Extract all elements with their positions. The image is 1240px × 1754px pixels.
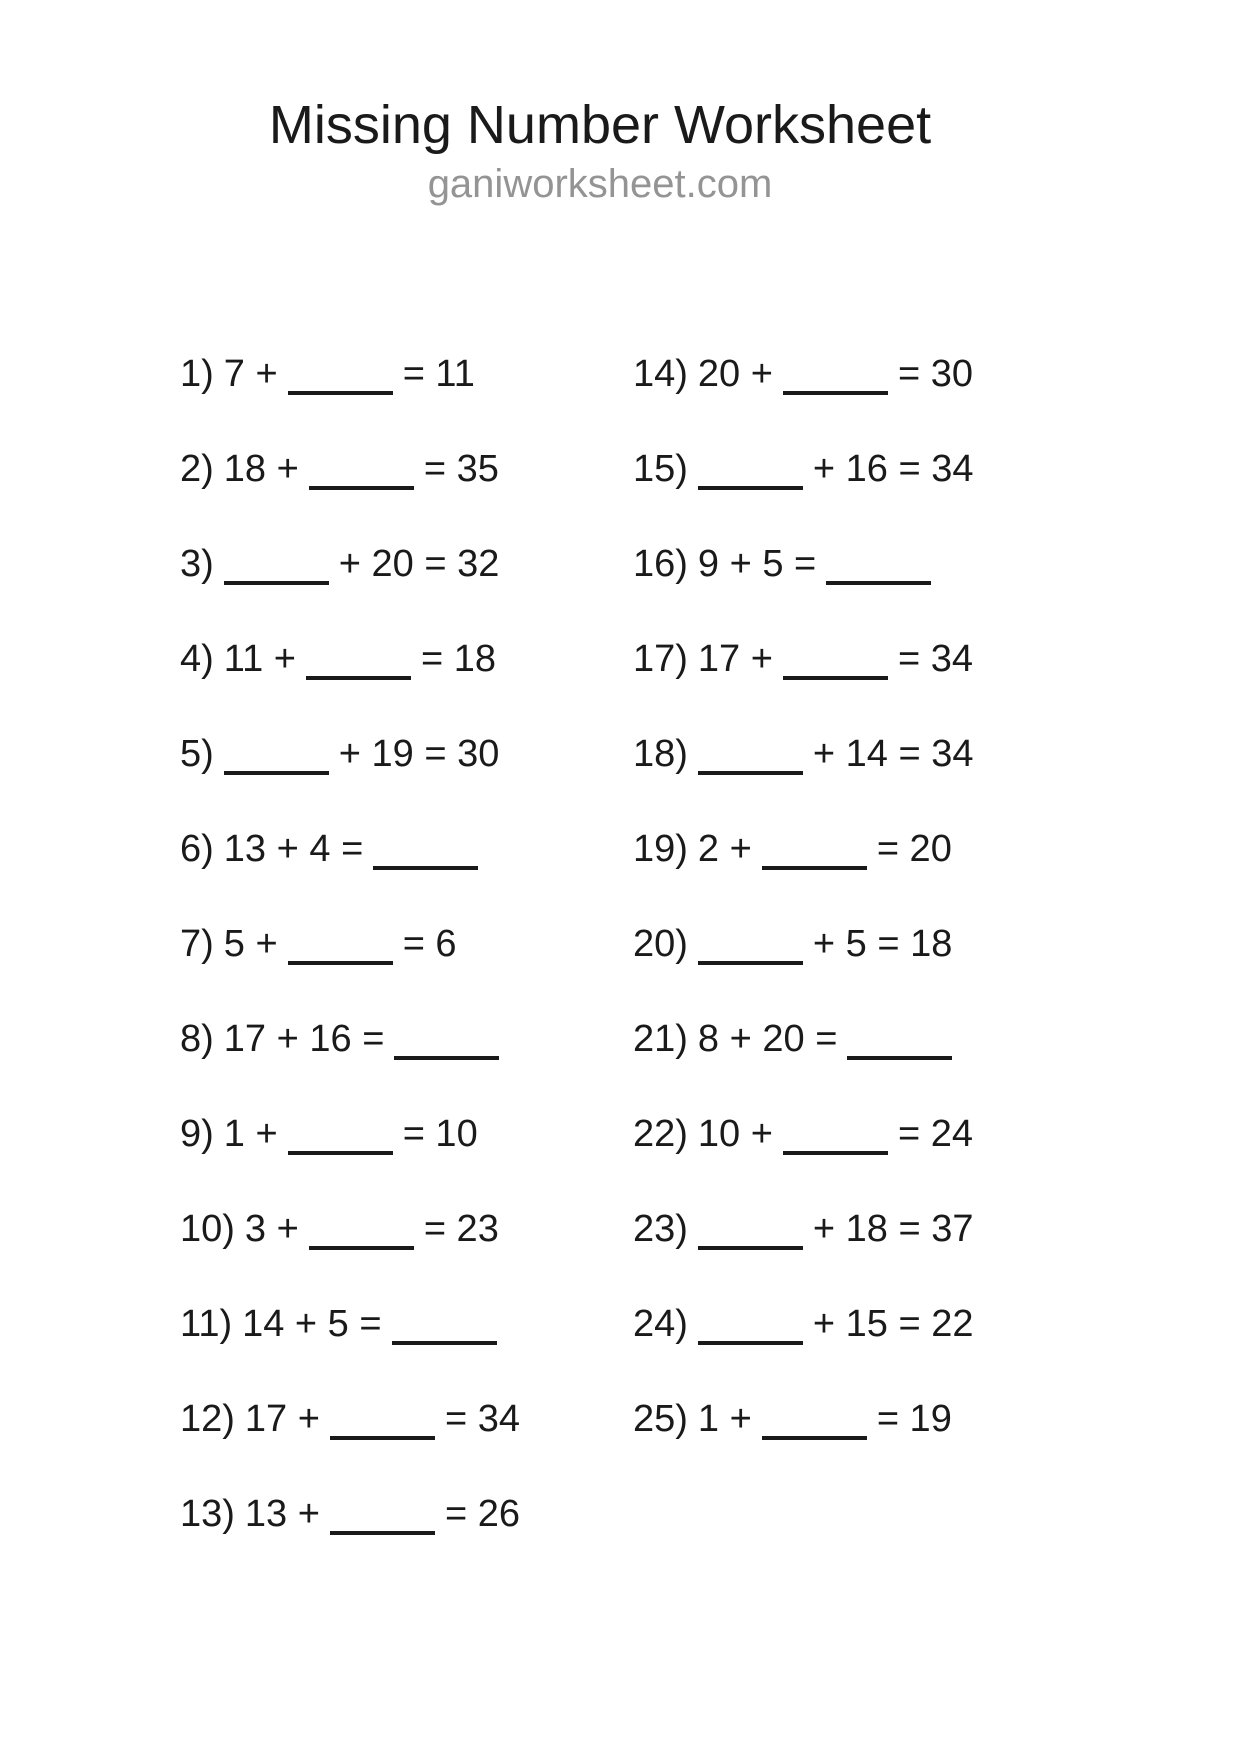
problem-number: 4) (180, 638, 214, 680)
problem-text-after: = 6 (402, 923, 457, 965)
problem-row (180, 1182, 633, 1277)
answer-blank (392, 1341, 497, 1345)
problem-number: 21) (633, 1018, 688, 1060)
problem-number: 9) (180, 1113, 214, 1155)
problem-row (633, 327, 1240, 422)
problem-text-after: + 20 = 32 (338, 543, 500, 585)
problem-row (180, 422, 633, 517)
problem-number: 1) (180, 353, 214, 395)
problem-text-before: 2 + (697, 828, 752, 870)
problem-text-before: 8 + 20 = (697, 1018, 838, 1060)
answer-blank (826, 581, 931, 585)
problem-text-after: + 18 = 37 (812, 1208, 974, 1250)
problem-row (180, 517, 633, 612)
problem-text-after: = 19 (876, 1398, 952, 1440)
answer-blank (288, 1151, 393, 1155)
problem-number: 22) (633, 1113, 688, 1155)
problem-number: 16) (633, 543, 688, 585)
problem-row (633, 1087, 1240, 1182)
problem-text-after: = 34 (897, 638, 973, 680)
answer-blank (224, 771, 329, 775)
answer-blank (309, 1246, 414, 1250)
answer-blank (309, 486, 414, 490)
problem-text-after: = 10 (402, 1113, 478, 1155)
problem-text-after: = 35 (423, 448, 499, 490)
answer-blank (698, 1246, 803, 1250)
problem-number: 5) (180, 733, 214, 775)
problem-text-after: = 11 (402, 353, 475, 395)
problem-number: 25) (633, 1398, 688, 1440)
problem-row (633, 802, 1240, 897)
problem-row (633, 897, 1240, 992)
problem-number: 18) (633, 733, 688, 775)
problem-text-after: = 20 (876, 828, 952, 870)
problem-number: 24) (633, 1303, 688, 1345)
problem-number: 14) (633, 353, 688, 395)
problem-number: 15) (633, 448, 688, 490)
answer-blank (783, 1151, 888, 1155)
answer-blank (288, 391, 393, 395)
page-title: Missing Number Worksheet (268, 95, 932, 155)
problem-row (180, 1467, 633, 1562)
problem-text-before: 17 + 16 = (223, 1018, 385, 1060)
problem-row (633, 1372, 1240, 1467)
problem-text-after: = 26 (444, 1493, 520, 1535)
answer-blank (783, 676, 888, 680)
problem-row (633, 1182, 1240, 1277)
problem-text-before: 20 + (697, 353, 773, 395)
problem-number: 6) (180, 828, 214, 870)
problem-row (633, 992, 1240, 1087)
problem-row (633, 707, 1240, 802)
problem-number: 10) (180, 1208, 235, 1250)
problem-text-before: 3 + (244, 1208, 299, 1250)
answer-blank (224, 581, 329, 585)
problem-text-before: 18 + (223, 448, 299, 490)
answer-blank (394, 1056, 499, 1060)
problem-row (633, 422, 1240, 517)
answer-blank (330, 1531, 435, 1535)
problem-text-before: 17 + (697, 638, 773, 680)
answer-blank (698, 486, 803, 490)
problem-number: 7) (180, 923, 214, 965)
worksheet-header (0, 90, 1240, 208)
problem-text-before: 1 + (223, 1113, 278, 1155)
problem-text-after: = 34 (444, 1398, 520, 1440)
problem-text-after: = 18 (421, 638, 497, 680)
problem-number: 8) (180, 1018, 214, 1060)
problem-row (180, 1277, 633, 1372)
problem-text-before: 13 + 4 = (223, 828, 364, 870)
problem-text-before: 5 + (223, 923, 278, 965)
problem-number: 3) (180, 543, 214, 585)
answer-blank (762, 866, 867, 870)
problem-number: 20) (633, 923, 688, 965)
problem-text-before: 13 + (244, 1493, 320, 1535)
answer-blank (783, 391, 888, 395)
problem-row (180, 897, 633, 992)
problem-row (180, 707, 633, 802)
problems-column-left (180, 327, 633, 1562)
problem-text-after: = 30 (897, 353, 973, 395)
problem-text-after: + 5 = 18 (812, 923, 953, 965)
problems-area (0, 327, 1240, 1562)
problem-number: 13) (180, 1493, 235, 1535)
answer-blank (306, 676, 411, 680)
answer-blank (698, 961, 803, 965)
problem-text-after: = 24 (897, 1113, 973, 1155)
problem-row (180, 1087, 633, 1182)
problem-number: 19) (633, 828, 688, 870)
problem-text-after: + 19 = 30 (338, 733, 500, 775)
answer-blank (330, 1436, 435, 1440)
problem-text-before: 14 + 5 = (242, 1303, 382, 1345)
problem-row (633, 517, 1240, 612)
problem-row (180, 992, 633, 1087)
problem-text-before: 7 + (223, 353, 278, 395)
problem-text-before: 9 + 5 = (697, 543, 817, 585)
answer-blank (288, 961, 393, 965)
answer-blank (698, 771, 803, 775)
problem-row (180, 802, 633, 897)
problem-number: 23) (633, 1208, 688, 1250)
problem-number: 12) (180, 1398, 235, 1440)
answer-blank (373, 866, 478, 870)
problem-number: 17) (633, 638, 688, 680)
problem-row (633, 1277, 1240, 1372)
problem-number: 2) (180, 448, 214, 490)
problem-text-after: + 14 = 34 (812, 733, 974, 775)
problem-number: 11) (180, 1303, 233, 1345)
problem-text-after: + 16 = 34 (812, 448, 974, 490)
answer-blank (698, 1341, 803, 1345)
problem-row (180, 612, 633, 707)
problem-text-after: = 23 (423, 1208, 499, 1250)
answer-blank (762, 1436, 867, 1440)
problem-text-before: 1 + (697, 1398, 752, 1440)
problem-text-before: 10 + (697, 1113, 773, 1155)
problem-row (633, 612, 1240, 707)
problem-row (180, 327, 633, 422)
problem-text-before: 11 + (223, 638, 296, 680)
answer-blank (847, 1056, 952, 1060)
site-credit: ganiworksheet.com (427, 162, 773, 206)
problem-text-before: 17 + (244, 1398, 320, 1440)
problem-text-after: + 15 = 22 (812, 1303, 974, 1345)
problems-column-right (633, 327, 1240, 1562)
problem-row (180, 1372, 633, 1467)
